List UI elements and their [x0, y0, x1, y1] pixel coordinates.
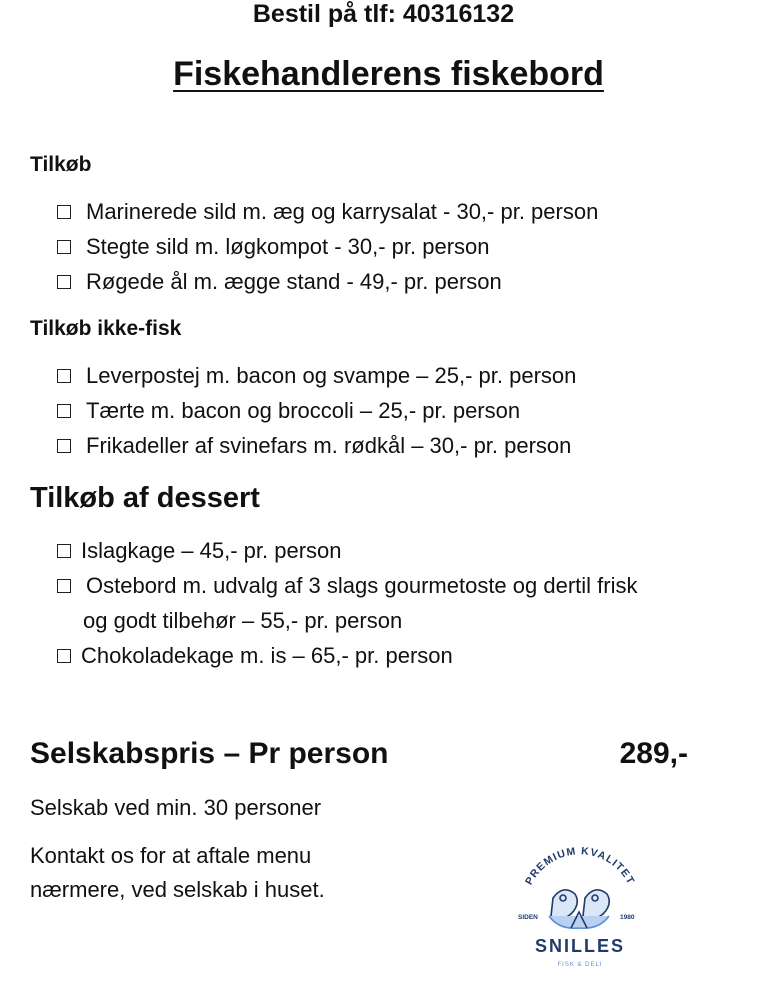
checkbox[interactable] [57, 240, 71, 254]
list-item [57, 229, 598, 264]
list-item [57, 264, 598, 299]
logo-arc-text: PREMIUM KVALITET [523, 845, 637, 887]
item-label: Marinerede sild m. æg og karrysalat - 30,- pr. person [86, 199, 599, 224]
section-heading-dessert: Tilkøb af dessert [30, 482, 260, 514]
party-price-row [30, 736, 690, 772]
minimum-guests-note: Selskab ved min. 30 personer [30, 795, 322, 820]
item-label: Ostebord m. udvalg af 3 slags gourmetoste og dertil frisk [86, 573, 638, 598]
item-label: Stegte sild m. løgkompot - 30,- pr. person [86, 234, 490, 259]
item-label: Røgede ål m. ægge stand - 49,- pr. person [86, 269, 502, 294]
section-heading-tilkoeb: Tilkøb [30, 153, 92, 176]
checkbox[interactable] [57, 649, 71, 663]
logo-since-label: SIDEN [518, 914, 538, 921]
item-label: Chokoladekage m. is – 65,- pr. person [81, 643, 453, 668]
contact-note-line-1: Kontakt os for at aftale menu [30, 843, 312, 868]
section-heading-ikke-fisk: Tilkøb ikke-fisk [30, 317, 182, 340]
party-price-label: Selskabspris – Pr person [30, 737, 389, 770]
addon-list-dessert [57, 533, 637, 673]
checkbox[interactable] [57, 275, 71, 289]
item-label: Leverpostej m. bacon og svampe – 25,- pr. person [86, 363, 577, 388]
checkbox[interactable] [57, 579, 71, 593]
logo-tagline: FISK & DELI [557, 962, 603, 968]
list-item [57, 428, 576, 463]
list-item-continuation [57, 603, 637, 638]
list-item [57, 393, 576, 428]
logo-brand: SNILLES [534, 936, 626, 956]
list-item [57, 194, 598, 229]
checkbox[interactable] [57, 404, 71, 418]
fish-mascot-icon [549, 890, 609, 928]
contact-note-line-2: nærmere, ved selskab i huset. [30, 877, 325, 902]
logo-year: 1980 [620, 914, 635, 921]
checkbox[interactable] [57, 439, 71, 453]
list-item [57, 358, 576, 393]
list-item [57, 638, 637, 673]
snilles-logo [505, 836, 655, 976]
checkbox[interactable] [57, 369, 71, 383]
checkbox[interactable] [57, 205, 71, 219]
item-label: Islagkage – 45,- pr. person [81, 538, 342, 563]
list-item [57, 533, 637, 568]
item-label: Tærte m. bacon og broccoli – 25,- pr. person [86, 398, 521, 423]
addon-list-non-fish [57, 358, 576, 463]
checkbox[interactable] [57, 544, 71, 558]
item-label: Frikadeller af svinefars m. rødkål – 30,- pr. person [86, 433, 572, 458]
page-title: Fiskehandlerens fiskebord [173, 55, 604, 93]
list-item [57, 568, 637, 603]
order-phone: Bestil på tlf: 40316132 [252, 0, 515, 28]
party-price-value: 289,- [619, 737, 688, 770]
addon-list-fish [57, 194, 598, 299]
item-label: og godt tilbehør – 55,- pr. person [83, 608, 403, 633]
